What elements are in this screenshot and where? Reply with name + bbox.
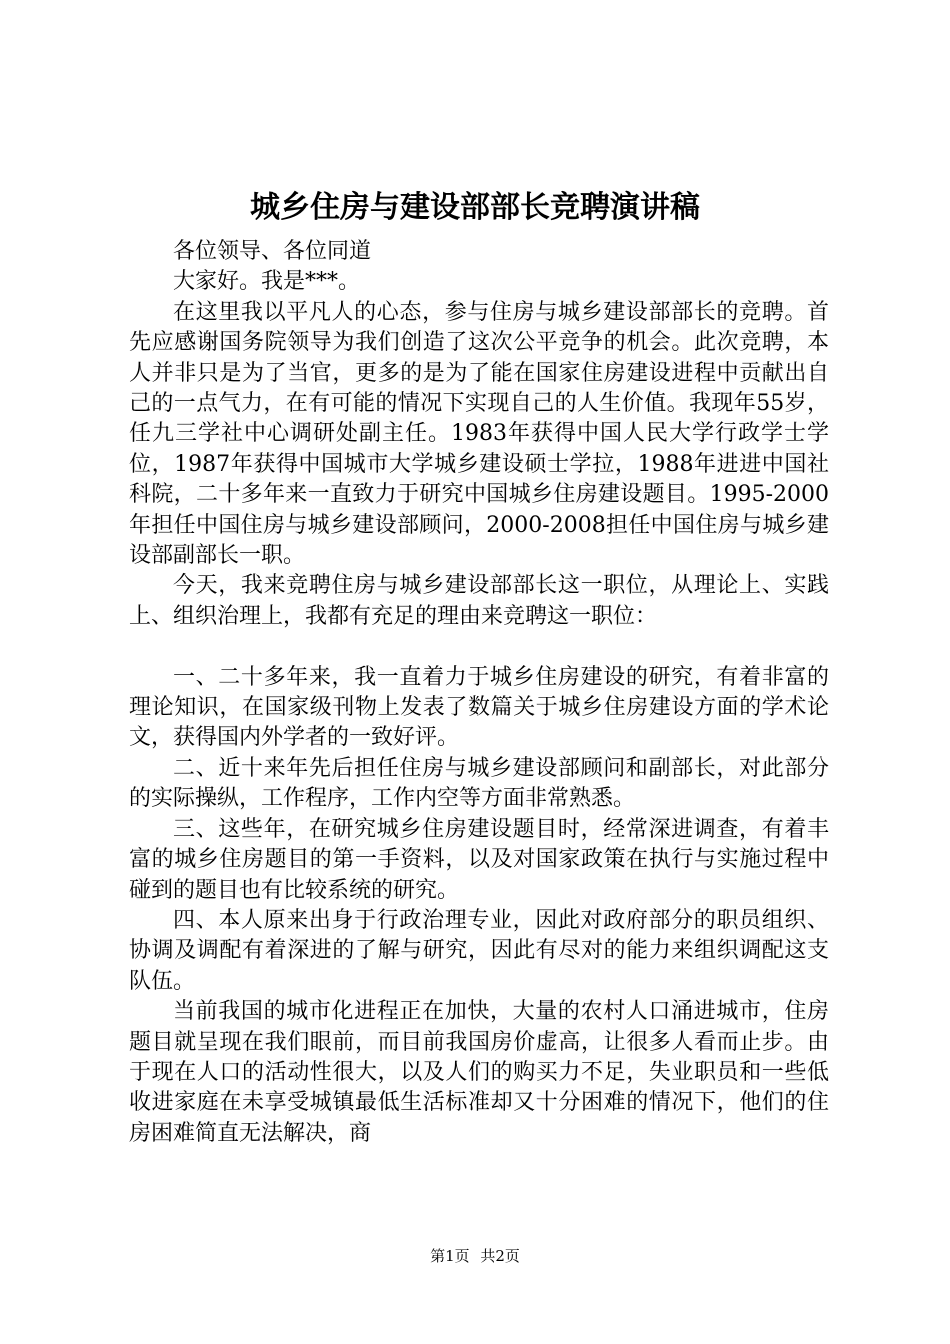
document-body: [129, 237, 829, 1149]
paragraph-reason: 今天，我来竞聘住房与城乡建设部部长这一职位，从理论上、实践上、组织治理上，我都有充足的理由来竞聘这一职位：: [129, 573, 829, 629]
paragraph-point-3: 三、这些年，在研究城乡住房建设题目时，经常深进调查，有着丰富的城乡住房题目的第一手资料，以及对国家政策在执行与实施过程中碰到的题目也有比较系统的研究。: [129, 816, 829, 903]
page-number: 第1页: [430, 1247, 470, 1265]
paragraph-intro: 在这里我以平凡人的心态，参与住房与城乡建设部部长的竞聘。首先应感谢国务院领导为我们创造了这次公平竞争的机会。此次竞聘，本人并非只是为了当官，更多的是为了能在国家住房建设进程中贡献出自己的一点气力，在有可能的情况下实现自己的人生价值。我现年55岁，任九三学社中心调研处副主任。1983年获得中国人民大学行政学士学位，1987年获得中国城市大学城乡建设硕士学拉，1988年进进中国社科院，二十多年来一直致力于研究中国城乡住房建设题目。1995-2000年担任中国住房与城乡建设部顾问，2000-2008担任中国住房与城乡建设部副部长一职。: [129, 299, 829, 569]
page-total: 共2页: [480, 1247, 520, 1265]
salutation: 各位领导、各位同道: [173, 239, 372, 264]
page-footer: [0, 1246, 950, 1266]
greeting: 大家好。我是***。: [173, 269, 361, 295]
blank-line: [129, 632, 829, 662]
paragraph-point-1: 一、二十多年来，我一直着力于城乡住房建设的研究，有着非富的理论知识，在国家级刊物上发表了数篇关于城乡住房建设方面的学术论文，获得国内外学者的一致好评。: [129, 664, 829, 751]
paragraph-point-4: 四、本人原来出身于行政治理专业，因此对政府部分的职员组织、协调及调配有着深进的了解与研究，因此有尽对的能力来组织调配这支队伍。: [129, 907, 829, 994]
paragraph-point-2: 二、近十来年先后担任住房与城乡建设部顾问和副部长，对此部分的实际操纵，工作程序，工作内空等方面非常熟悉。: [129, 755, 829, 812]
document-title: 城乡住房与建设部部长竞聘演讲稿: [250, 190, 700, 225]
paragraph-current-situation: 当前我国的城市化进程正在加快，大量的农村人口涌进城市，住房题目就呈现在我们眼前，而目前我国房价虚高，让很多人看而止步。由于现在人口的活动性很大，以及人们的购买力不足，失业职员和一些低收进家庭在未享受城镇最低生活标准却又十分困难的情况下，他们的住房困难简直无法解决，商: [129, 999, 829, 1146]
